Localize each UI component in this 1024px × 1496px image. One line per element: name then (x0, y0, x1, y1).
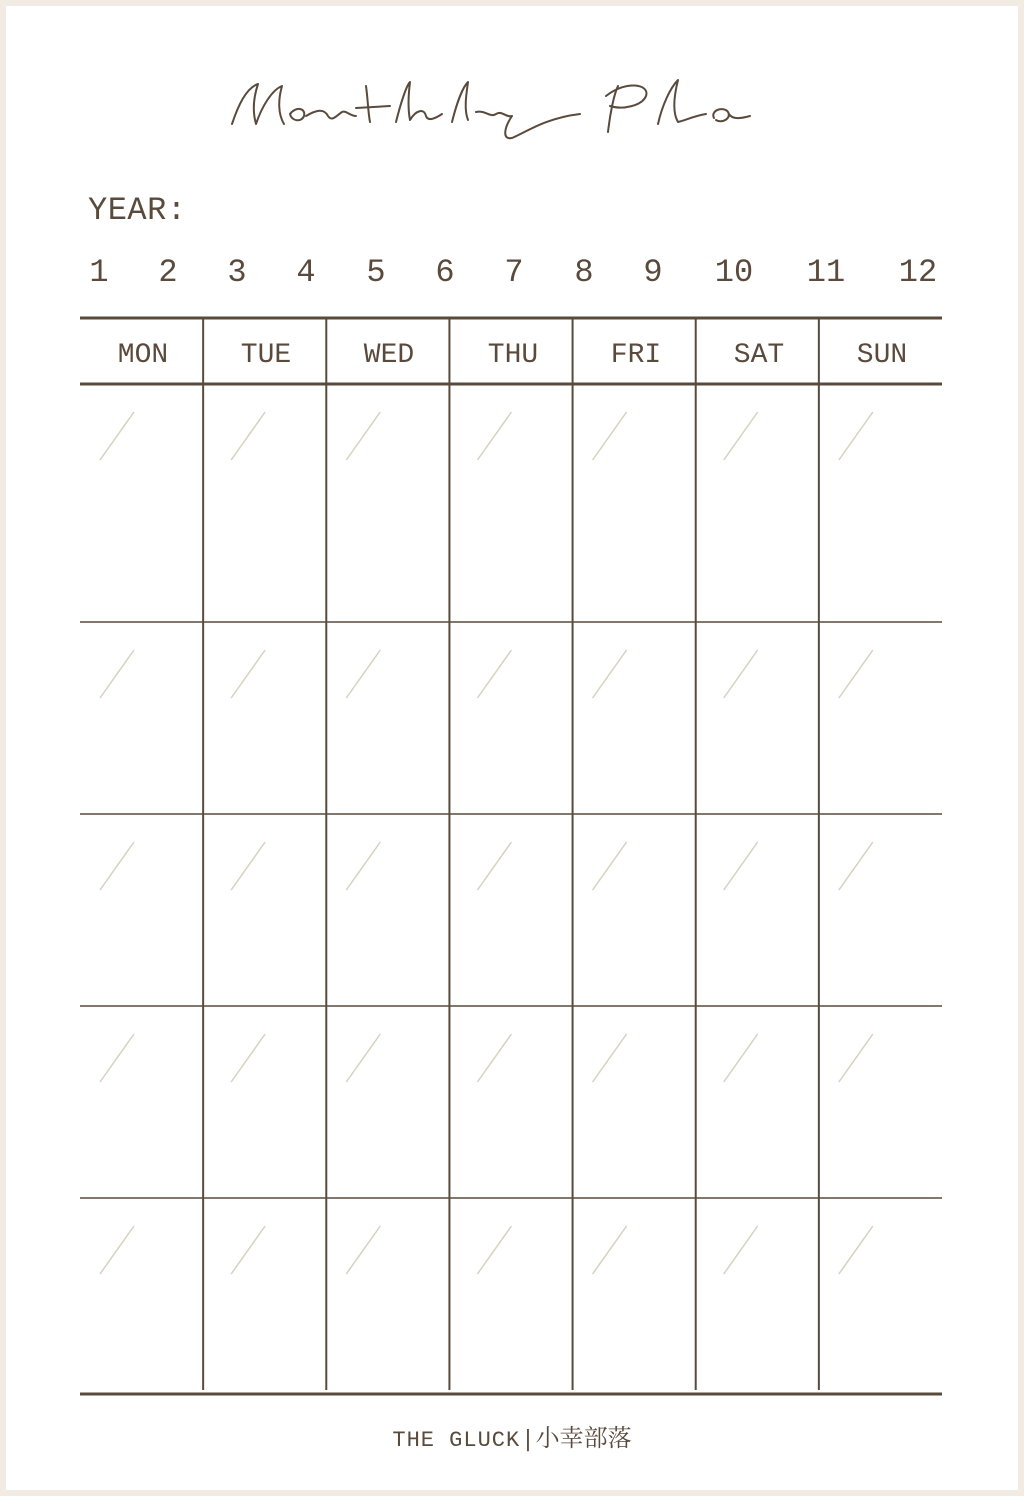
month-10[interactable]: 10 (714, 254, 754, 291)
footer-brand-name: THE GLUCK (392, 1428, 521, 1453)
footer-brand-cn: 小幸部落 (535, 1424, 632, 1452)
date-slash (477, 650, 511, 698)
date-slash (100, 650, 134, 698)
date-slash (839, 412, 873, 460)
month-2[interactable]: 2 (158, 254, 178, 291)
weekday-fri: FRI (610, 340, 662, 371)
date-slash (724, 1226, 758, 1274)
month-3[interactable]: 3 (227, 254, 247, 291)
month-5[interactable]: 5 (366, 254, 386, 291)
date-slash (839, 842, 873, 890)
date-slash (231, 842, 265, 890)
month-12[interactable]: 12 (898, 254, 938, 291)
date-slash (593, 1226, 627, 1274)
month-9[interactable]: 9 (643, 254, 663, 291)
date-slash (593, 412, 627, 460)
weekday-mon: MON (117, 340, 169, 371)
date-slash (724, 412, 758, 460)
weekday-sun: SUN (856, 340, 908, 371)
footer-brand (6, 1418, 1018, 1453)
date-slash (477, 412, 511, 460)
date-slash (231, 412, 265, 460)
date-slash (724, 842, 758, 890)
date-slash (839, 1034, 873, 1082)
date-slash (346, 842, 380, 890)
month-8[interactable]: 8 (574, 254, 594, 291)
year-label: YEAR: (88, 192, 187, 229)
date-slash (231, 1226, 265, 1274)
month-11[interactable]: 11 (806, 254, 846, 291)
weekday-tue: TUE (240, 340, 292, 371)
date-slash (477, 1226, 511, 1274)
month-4[interactable]: 4 (296, 254, 316, 291)
date-slash (477, 1034, 511, 1082)
date-slash (346, 1226, 380, 1274)
date-slash (346, 1034, 380, 1082)
weekday-sat: SAT (733, 340, 785, 371)
date-slash (346, 412, 380, 460)
month-7[interactable]: 7 (504, 254, 524, 291)
month-6[interactable]: 6 (435, 254, 455, 291)
date-slash (593, 650, 627, 698)
date-slash (593, 1034, 627, 1082)
date-slash (839, 650, 873, 698)
date-slash (231, 650, 265, 698)
date-slash (724, 650, 758, 698)
month-1[interactable]: 1 (89, 254, 109, 291)
date-slash (100, 1226, 134, 1274)
date-slash (724, 1034, 758, 1082)
calendar-grid (6, 6, 1018, 1490)
date-slash (100, 412, 134, 460)
weekday-thu: THU (487, 340, 539, 371)
date-slash (477, 842, 511, 890)
weekday-wed: WED (363, 340, 415, 371)
date-slash (100, 842, 134, 890)
footer-separator: | (524, 1427, 532, 1452)
date-slash (593, 842, 627, 890)
date-slash (100, 1034, 134, 1082)
date-slash (231, 1034, 265, 1082)
planner-page (6, 6, 1018, 1490)
date-slash (346, 650, 380, 698)
date-slash (839, 1226, 873, 1274)
